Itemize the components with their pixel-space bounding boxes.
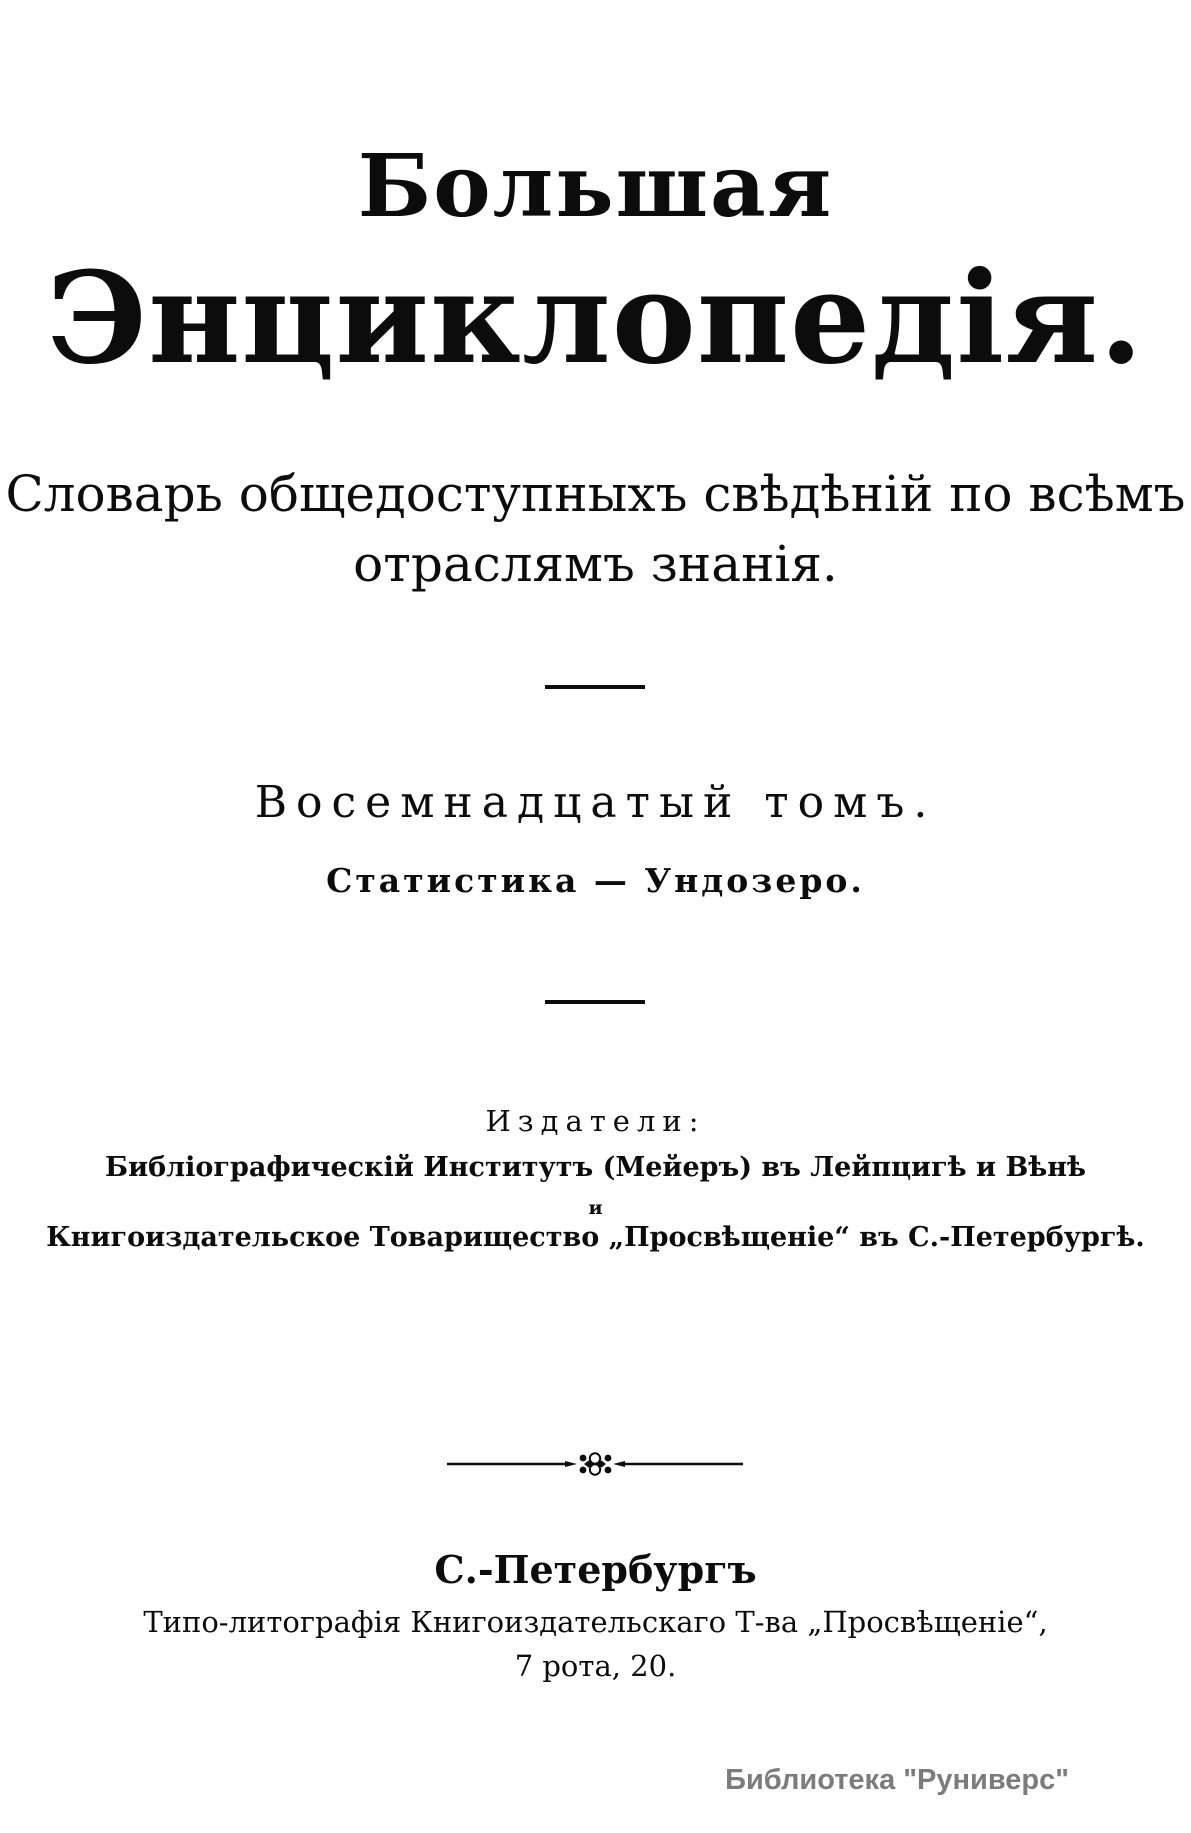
imprint-address-line: 7 рота, 20. [514,1649,677,1683]
publisher-second: Книгоиздательское Товарищество „Просвѣщеніе“ въ С.-Петербургѣ. [46,1222,1145,1253]
imprint-city: С.-Петербургъ [434,1547,757,1592]
library-watermark: Библиотека "Руниверс" [725,1764,1069,1796]
imprint-printer-line: Типо-литографія Книгоиздательскаго Т-ва „Просвѣщеніе“, [143,1605,1048,1639]
publisher-first: Библіографическій Институтъ (Мейеръ) въ Лейпцигѣ и Вѣнѣ [105,1152,1086,1183]
divider-rule-bottom [545,1000,645,1004]
volume-label: Восемнадцатый томъ. [254,777,937,828]
volume-range: Статистика — Ундозеро. [326,861,865,900]
book-title-line1: Большая [357,136,834,237]
book-title-line2: Энциклопедія. [46,244,1145,392]
divider-rule-top [545,685,645,689]
ornament-divider-icon [445,1450,745,1478]
publishers-heading: Издатели: [485,1104,706,1138]
book-subtitle-line1: Словарь общедоступныхъ свѣдѣній по всѣмъ [5,465,1186,523]
publishers-conjunction: и [588,1197,603,1219]
book-subtitle-line2: отраслямъ знанія. [353,535,838,593]
